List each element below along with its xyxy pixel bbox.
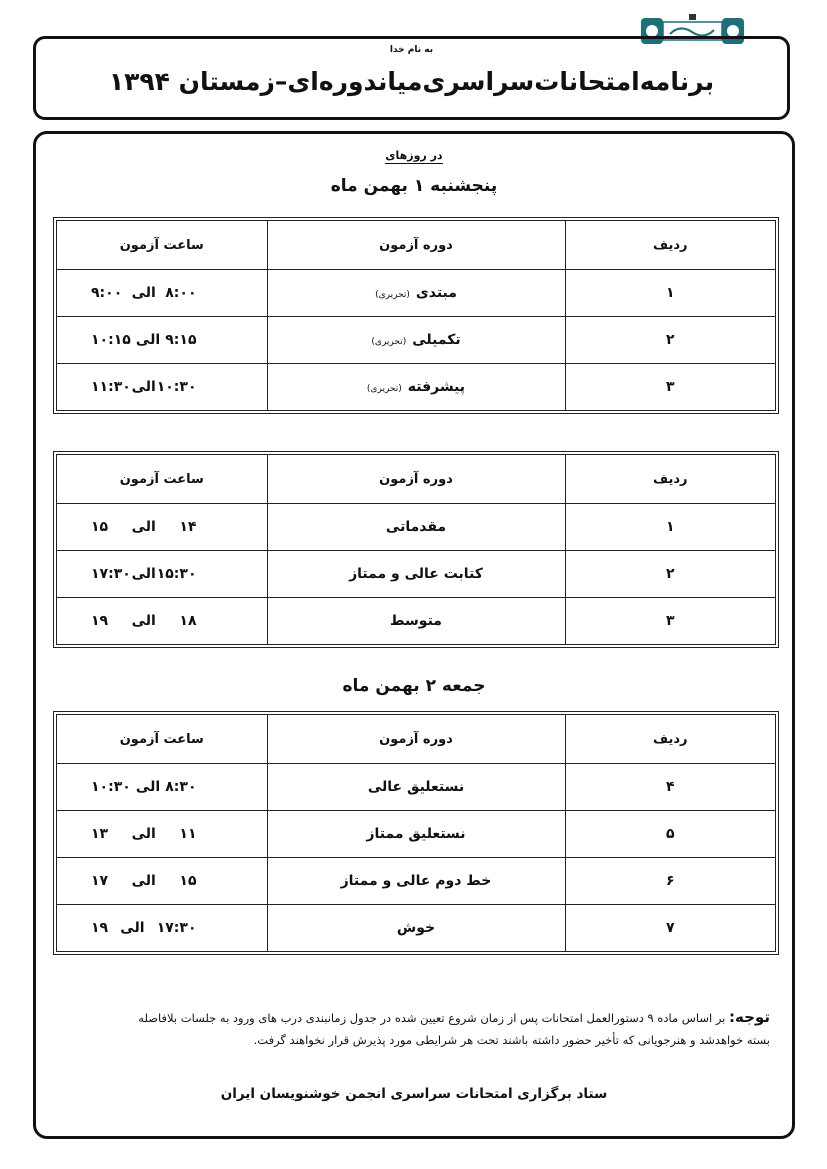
- header-box: [33, 36, 790, 120]
- row-number: ۶: [565, 858, 776, 905]
- to-word: الی: [131, 379, 156, 395]
- bismillah-text: به نام خدا: [389, 45, 434, 55]
- table-row: [57, 764, 776, 811]
- start-time: ۱۵:۳۰: [156, 566, 197, 582]
- table-row: [57, 598, 776, 645]
- table-header-row: [57, 715, 776, 764]
- start-time: ۱۷:۳۰: [156, 920, 197, 936]
- course-note: (تحریری): [366, 384, 402, 394]
- page-title: برنامه‌امتحانات‌سراسری‌میاندوره‌ای–زمستان ۱۳۹۴: [108, 67, 715, 96]
- table-header-row: [57, 455, 776, 504]
- day1-written-exams-table: [56, 220, 776, 411]
- row-number: ۵: [565, 811, 776, 858]
- to-word: الی: [135, 779, 161, 795]
- table-row: [57, 364, 776, 411]
- course-name: کتابت عالی و ممتاز: [267, 551, 565, 598]
- header-course: دوره آزمون: [267, 221, 565, 270]
- end-time: ۱۹: [91, 920, 109, 936]
- row-number: ۲: [565, 551, 776, 598]
- day1-title: پنجشنبه ۱ بهمن ماه: [330, 176, 498, 196]
- end-time: ۱۷: [91, 873, 109, 889]
- table-row: [57, 811, 776, 858]
- start-time: ۱۱: [179, 826, 197, 842]
- end-time: ۱۱:۳۰: [91, 379, 131, 395]
- to-word: الی: [131, 519, 156, 535]
- course-name: نستعلیق عالی: [267, 764, 565, 811]
- to-word: الی: [131, 826, 156, 842]
- header-course: دوره آزمون: [267, 455, 565, 504]
- to-word: الی: [120, 920, 145, 936]
- start-time: ۱۸: [179, 613, 197, 629]
- table-row: [57, 858, 776, 905]
- course-name: مبتدی: [415, 285, 457, 301]
- attention-note: [58, 1006, 770, 1051]
- course-name: تکمیلی: [412, 332, 461, 348]
- header-row-number: ردیف: [565, 455, 776, 504]
- end-time: ۱۳: [91, 826, 109, 842]
- schedule-body: [33, 131, 795, 1139]
- time-cell: [57, 905, 268, 952]
- header-row-number: ردیف: [565, 221, 776, 270]
- time-cell: [57, 811, 268, 858]
- time-cell: [57, 858, 268, 905]
- time-cell: [57, 317, 268, 364]
- note-line-1: بر اساس ماده ۹ دستورالعمل امتحانات پس از زمان شروع تعیین شده در جدول زمانبندی درب های ورود به جلسات بلافاصله: [138, 1011, 726, 1025]
- time-cell: [57, 598, 268, 645]
- end-time: ۱۰:۳۰: [91, 779, 131, 795]
- to-word: الی: [131, 873, 156, 889]
- in-days-label: در روزهای: [385, 149, 443, 162]
- table-row: [57, 270, 776, 317]
- time-cell: [57, 764, 268, 811]
- row-number: ۳: [565, 598, 776, 645]
- header-row-number: ردیف: [565, 715, 776, 764]
- table-row: [57, 905, 776, 952]
- course-name: خط دوم عالی و ممتاز: [267, 858, 565, 905]
- row-number: ۱: [565, 270, 776, 317]
- course-name: متوسط: [267, 598, 565, 645]
- row-number: ۱: [565, 504, 776, 551]
- table-header-row: [57, 221, 776, 270]
- day2-title: جمعه ۲ بهمن ماه: [342, 676, 486, 696]
- course-cell: [267, 270, 565, 317]
- time-cell: [57, 504, 268, 551]
- course-cell: [267, 364, 565, 411]
- to-word: الی: [135, 332, 161, 348]
- day1-practical-exams-table: [56, 454, 776, 645]
- row-number: ۳: [565, 364, 776, 411]
- course-note: (تحریری): [371, 337, 407, 347]
- end-time: ۹:۰۰: [91, 285, 123, 301]
- row-number: ۲: [565, 317, 776, 364]
- note-line-2: بسته خواهدشد و هنرجویانی که تأخیر حضور داشته باشند تحت هر شرایطی مورد پذیرش قرار نخواهند گرفت.: [253, 1033, 770, 1047]
- table-row: [57, 504, 776, 551]
- row-number: ۷: [565, 905, 776, 952]
- course-cell: [267, 317, 565, 364]
- course-note: (تحریری): [375, 290, 410, 300]
- start-time: ۱۵: [179, 873, 197, 889]
- header-time: ساعت آزمون: [57, 221, 268, 270]
- time-cell: [57, 364, 268, 411]
- header-time: ساعت آزمون: [57, 455, 268, 504]
- start-time: ۹:۱۵: [165, 332, 197, 348]
- course-name: مقدماتی: [267, 504, 565, 551]
- end-time: ۱۷:۳۰: [91, 566, 131, 582]
- time-cell: [57, 270, 268, 317]
- course-name: نستعلیق ممتاز: [267, 811, 565, 858]
- header-course: دوره آزمون: [267, 715, 565, 764]
- to-word: الی: [131, 613, 156, 629]
- start-time: ۱۴: [179, 519, 197, 535]
- start-time: ۸:۳۰: [165, 779, 197, 795]
- to-word: الی: [131, 566, 156, 582]
- in-days-heading: [36, 144, 792, 163]
- end-time: ۱۵: [91, 519, 109, 535]
- start-time: ۸:۰۰: [165, 285, 197, 301]
- day2-exams-table: [56, 714, 776, 952]
- end-time: ۱۹: [91, 613, 109, 629]
- note-lead: توجه:: [729, 1008, 770, 1026]
- start-time: ۱۰:۳۰: [156, 379, 197, 395]
- to-word: الی: [131, 285, 156, 301]
- table-row: [57, 317, 776, 364]
- table-row: [57, 551, 776, 598]
- course-name: پیشرفته: [407, 379, 466, 395]
- header-time: ساعت آزمون: [57, 715, 268, 764]
- end-time: ۱۰:۱۵: [91, 332, 131, 348]
- footer-signature: ستاد برگزاری امتحانات سراسری انجمن خوشنویسان ایران: [220, 1086, 608, 1102]
- row-number: ۴: [565, 764, 776, 811]
- course-name: خوش: [267, 905, 565, 952]
- time-cell: [57, 551, 268, 598]
